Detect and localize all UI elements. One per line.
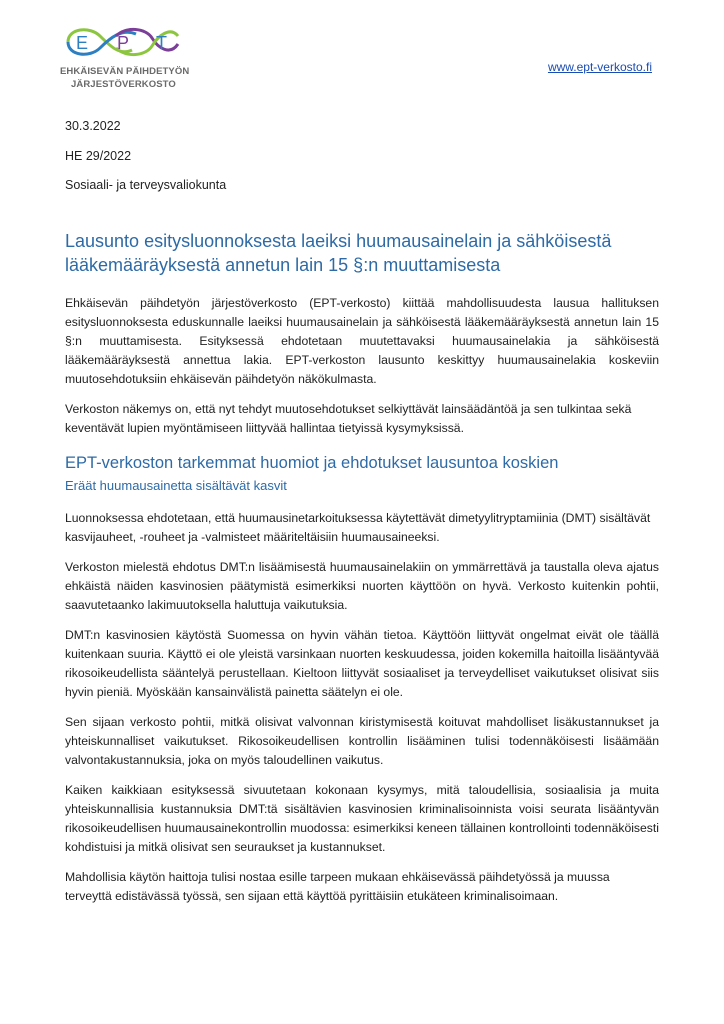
- document-body: [65, 294, 659, 917]
- document-title: Lausunto esitysluonnoksesta laeiksi huumausainelain ja sähköisestä lääkemääräyksestä annetun lain 15 §:n muuttamisesta: [65, 231, 612, 275]
- website-link[interactable]: www.ept-verkosto.fi: [547, 60, 652, 74]
- document-reference: HE 29/2022: [65, 149, 132, 163]
- ept-logo: [60, 22, 200, 97]
- intro-paragraph: Verkoston näkemys on, että nyt tehdyt muutosehdotukset selkiyttävät lainsäädäntöä ja sen tulkintaa sekä keventävät lupien myöntämiseen liittyvää hallintaa tietyissä kysymyksissä.: [65, 402, 632, 435]
- logo-line-1: EHKÄISEVÄN PÄIHDETYÖN: [60, 66, 190, 77]
- logo-letter-t: T: [156, 33, 167, 53]
- logo-wordmark: [60, 65, 210, 91]
- body-paragraph: Kaiken kaikkiaan esityksessä sivuutetaan kokonaan kysymys, mitä taloudellisia, sosiaalisia ja muita yhteiskunnallisia kustannuksia DMT:tä sisältävien kasvinosien kriminalisoinnista voisi seurata lisääntyvän rikosoikeudellisen huumausainekontrollin muodossa: esimerkiksi keneen tällainen kontrollointi todennäköisesti kohdistuisi ja mitkä olisivat sen seuraukset ja kustannukset.: [65, 783, 659, 854]
- section-heading: EPT-verkoston tarkemmat huomiot ja ehdotukset lausuntoa koskien: [65, 454, 559, 472]
- document-date: 30.3.2022: [65, 119, 121, 133]
- logo-swirl-icon: [60, 22, 190, 62]
- document-recipient: Sosiaali- ja terveysvaliokunta: [65, 178, 227, 192]
- intro-paragraph: Ehkäisevän päihdetyön järjestöverkosto (EPT-verkosto) kiittää mahdollisuudesta lausua hallituksen esitysluonnoksesta eduskunnalle laeiksi huumausainelain ja sähköisestä lääkemääräyksestä annetun lain 15 §:n muuttamisesta. Esityksessä ehdotetaan muutettavaksi huumausainelakia ja sähköisestä lääkemääräyksestä annettua lakia. EPT-verkoston lausunto keskittyy huumausainelakia koskeviin muutosehdotuksiin ehkäisevän päihdetyön näkökulmasta.: [65, 296, 659, 386]
- body-paragraph: Mahdollisia käytön haittoja tulisi nostaa esille tarpeen mukaan ehkäisevässä päihdetyössä ja muussa terveyttä edistävässä työssä, sen sijaan että käyttöä pyrittäisiin etukäteen kriminalisoimaan.: [65, 870, 610, 903]
- logo-letter-e: E: [76, 33, 89, 53]
- subsection-heading: Eräät huumausainetta sisältävät kasvit: [65, 478, 287, 493]
- body-paragraph: DMT:n kasvinosien käytöstä Suomessa on hyvin vähän tietoa. Käyttöön liittyvät ongelmat eivät ole täällä kuitenkaan suuria. Käyttö ei ole yleistä varsinkaan nuorten keskuudessa, joiden kokemilla haitoilla lisääntyvää rikosoikeudellista sääntelyä perustellaan. Kieltoon liittyvät sosiaaliset ja terveydelliset vaikutukset olisivat siis hyvin pieniä. Myöskään kansainvälistä painetta säätelyn ei ole.: [65, 628, 659, 699]
- body-paragraph: Sen sijaan verkosto pohtii, mitkä olisivat valvonnan kiristymisestä koituvat mahdolliset lisäkustannukset ja yhteiskunnalliset vaikutukset. Rikosoikeudellisen kontrollin lisääminen tulisi todennäköisesti lisäämään valvontakustannuksia, joka on myös taloudellinen vaikutus.: [65, 715, 659, 767]
- body-paragraph: Verkoston mielestä ehdotus DMT:n lisäämisestä huumausainelakiin on ymmärrettävä ja taustalla oleva ajatus ehkäistä näiden kasvinosien päätymistä esimerkiksi nuorten käyttöön on hyvä. Verkosto kuitenkin pohtii, saavutetaanko lakimuutoksella haluttuja vaikutuksia.: [65, 560, 659, 612]
- logo-letter-p: P: [117, 33, 130, 53]
- body-paragraph: Luonnoksessa ehdotetaan, että huumausinetarkoituksessa käytettävät dimetyylitryptamiinia (DMT) sisältävät kasvijauheet, -rouheet ja -valmisteet määriteltäisiin huumausaineeksi.: [65, 511, 651, 544]
- logo-line-2: JÄRJESTÖVERKOSTO: [71, 79, 176, 90]
